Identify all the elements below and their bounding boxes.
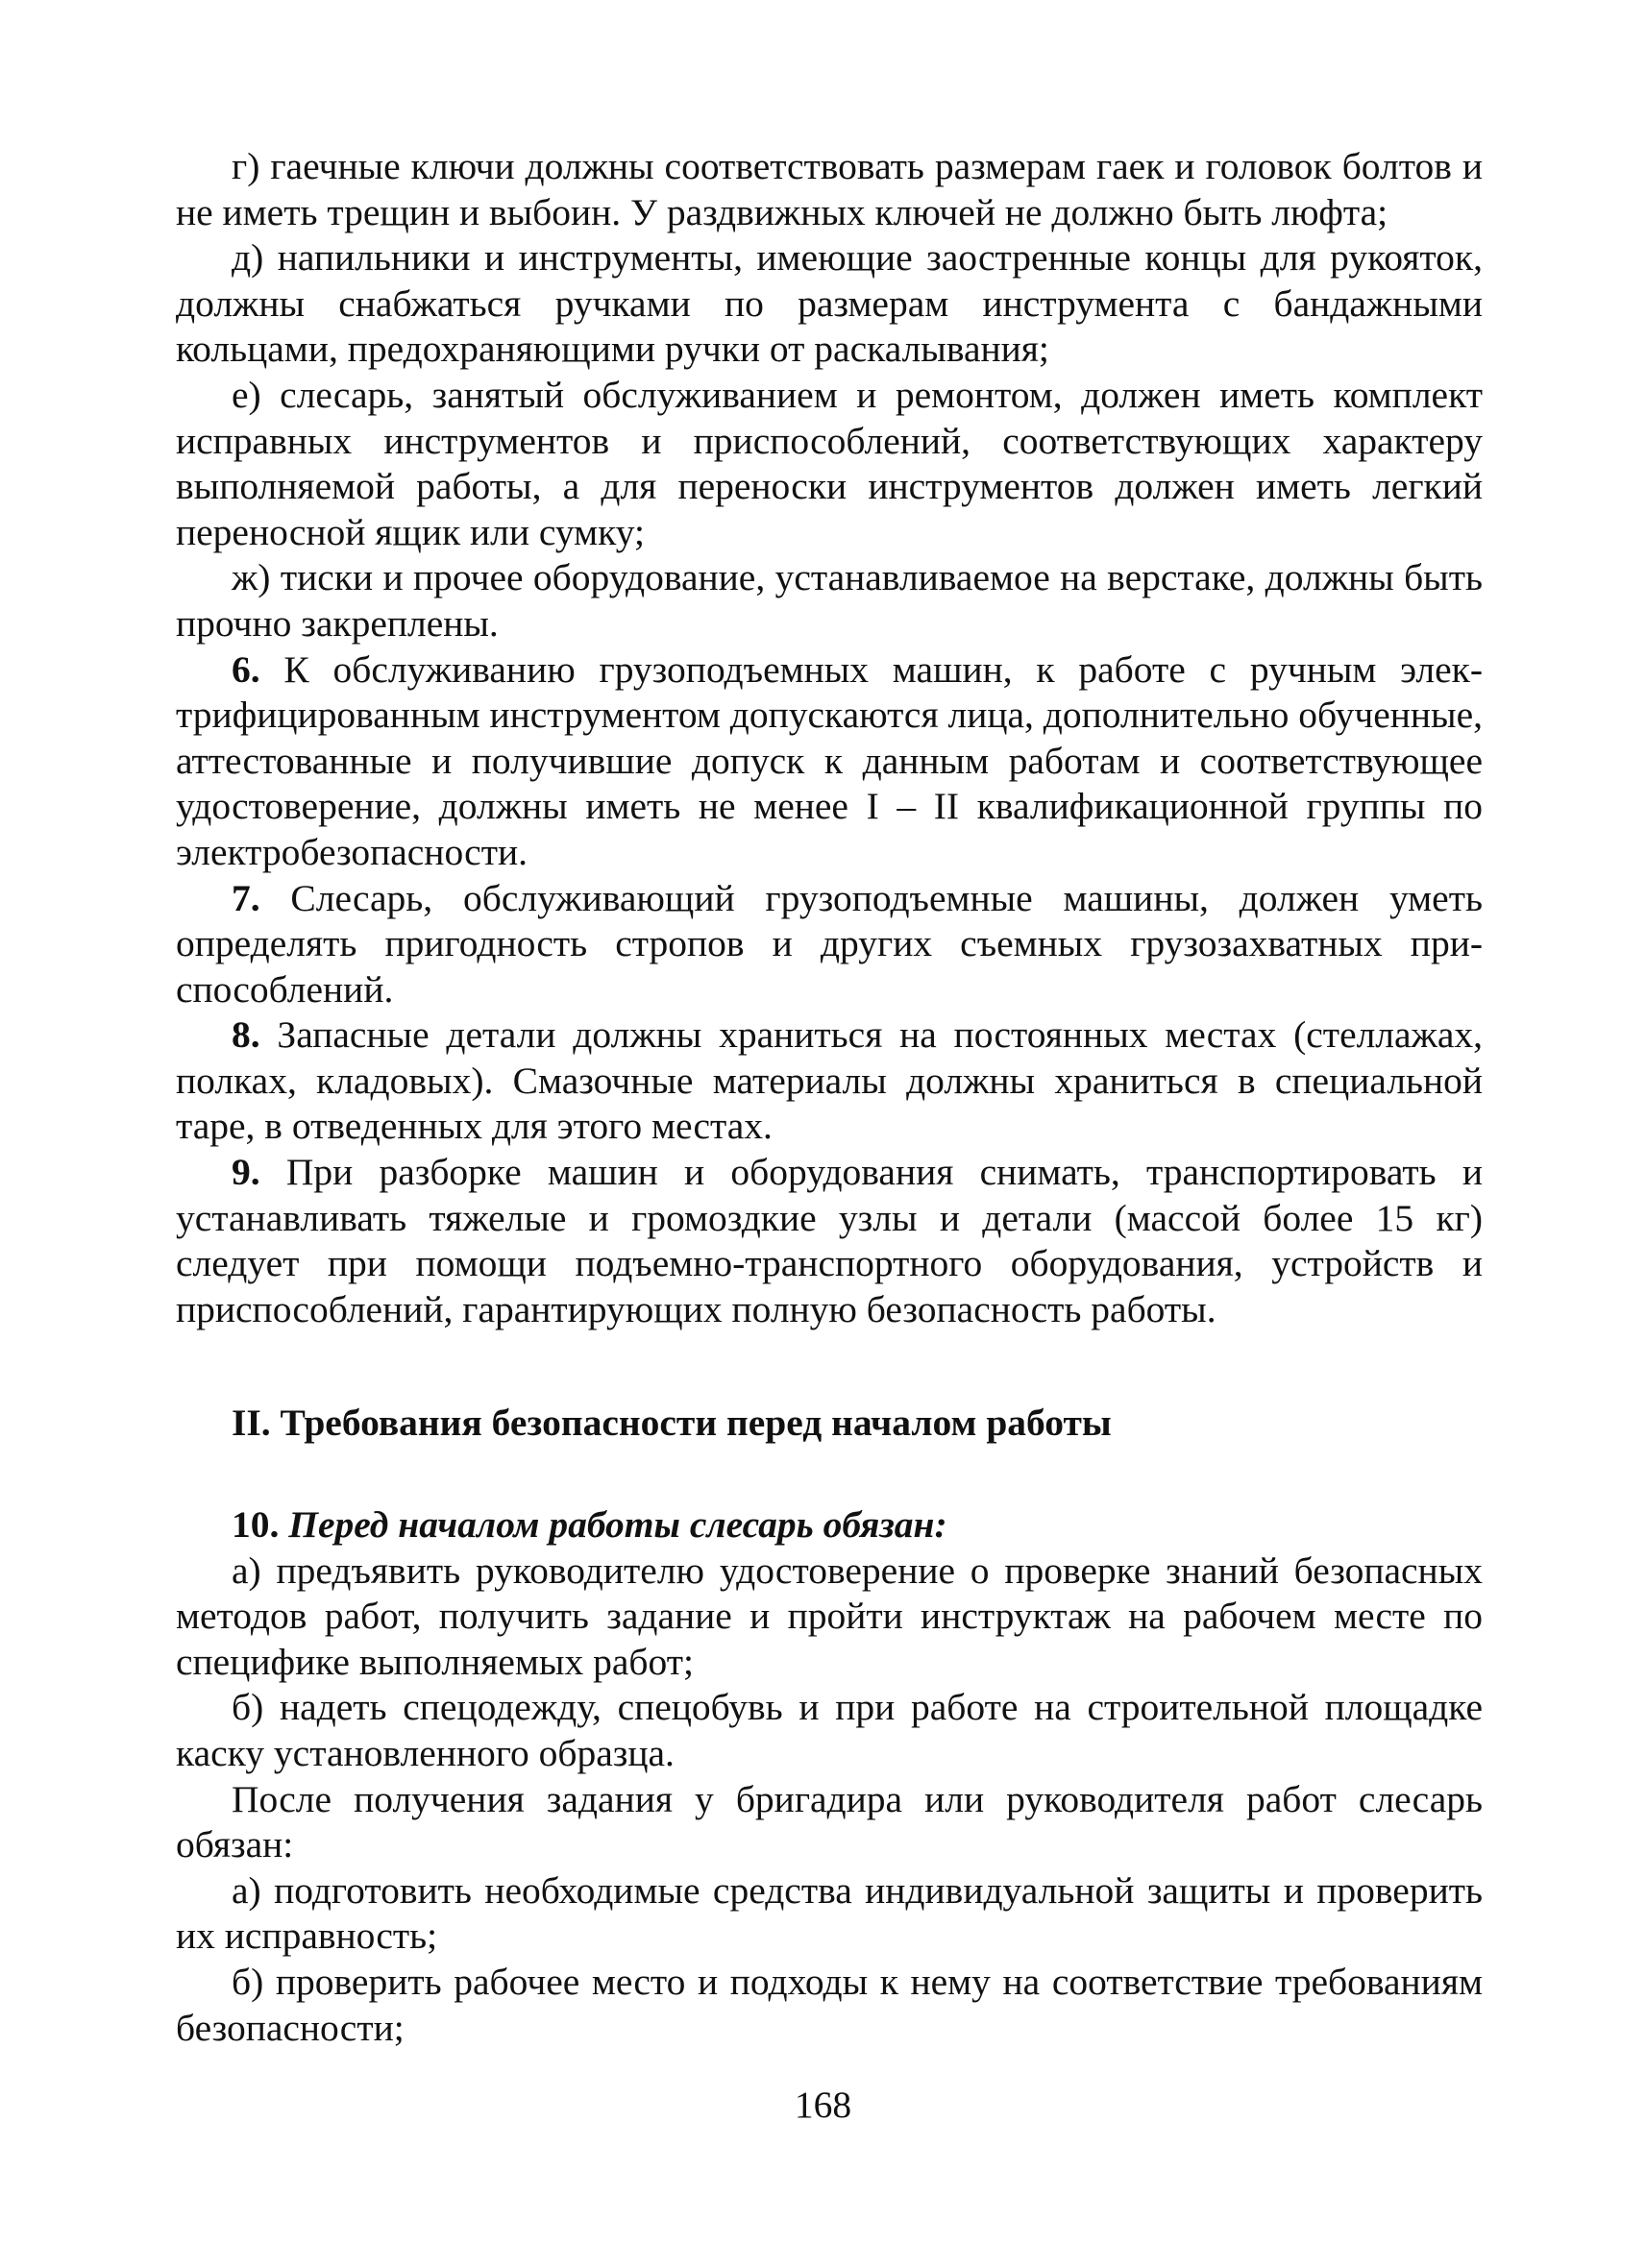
paragraph-item-e: е) слесарь, занятый обслуживанием и ремонтом, должен иметь комплект исправных инструментов и приспособлений, соответствующих характеру выполняемой работы, а для переноски инструментов должен иметь легкий переносной ящик или сумку; [176,373,1483,553]
section-heading: II. Требования безопасности перед началом работы [232,1402,1112,1445]
item-text: При разборке машин и оборудования снимать, транспортировать и устанавливать тяжелые и громоздкие узлы и детали (массой более 15 кг) следует при помощи подъемно-транспортного оборудования, устройств и приспособлений, гарантирующих полную безопасность работы. [176,1151,1483,1330]
item-text: Слесарь, обслуживающий грузоподъемные машины, должен уметь определять пригодность стропов и других съемных грузозахватных приспособлений. [176,876,1483,1011]
paragraph-item-d: д) напильники и инструменты, имеющие заостренные концы для рукояток, должны снабжаться ручками по размерам инструмента с бандажными кольцами, предохраняющими ручки от раскалывания; [176,236,1483,371]
paragraph-item-g: г) гаечные ключи должны соответствовать размерам гаек и головок болтов и не иметь трещин и выбоин. У раздвижных ключей не должно быть люфта; [176,145,1483,233]
item-text: К обслуживанию грузоподъемных машин, к работе с ручным электрифицированным инструментом допускаются лица, дополнительно обученные, аттестованные и получившие допуск к данным работам и соответствующее удостоверение, должны иметь не менее I – II квалификационной группы по электробезопасности. [176,647,1483,873]
item-text: Запасные детали должны храниться на постоянных местах (стеллажах, полках, кладовых). Смазочные материалы должны храниться в специальной таре, в отведенных для этого местах. [176,1013,1483,1148]
item-number: 7. [232,876,260,919]
item-number: 9. [232,1151,260,1194]
numbered-item-10 [176,1502,1483,1549]
item-number: 6. [232,647,260,691]
document-page [176,144,1483,2051]
numbered-item-6 [176,647,1483,876]
page-number: 168 [794,2084,852,2126]
numbered-item-9 [176,1150,1483,1332]
item-italic-heading: Перед началом работы слесарь обязан: [279,1503,947,1547]
item-number: 10. [232,1503,280,1547]
paragraph-item-a-2: а) подготовить необходимые средства индивидуальной защиты и проверить их исправность; [176,1868,1483,1958]
paragraph-after-task: После получения задания у бригадира или руководителя работ слесарь обязан: [176,1777,1483,1866]
paragraph-item-b: б) надеть спецодежду, спецобувь и при работе на строительной площадке каску установленного образца. [176,1686,1483,1774]
numbered-item-8 [176,1012,1483,1150]
numbered-item-7 [176,876,1483,1013]
item-number: 8. [232,1013,260,1057]
paragraph-item-b-2: б) проверить рабочее место и подходы к нему на соответствие требованиям безопасности; [176,1960,1483,2049]
paragraph-item-a: а) предъявить руководителю удостоверение о проверке знаний безопасных методов работ, получить задание и пройти инструктаж на рабочем месте по специфике выполняемых работ; [176,1549,1483,1683]
paragraph-item-zh: ж) тиски и прочее оборудование, устанавливаемое на верстаке, должны быть прочно закреплены. [176,556,1483,645]
